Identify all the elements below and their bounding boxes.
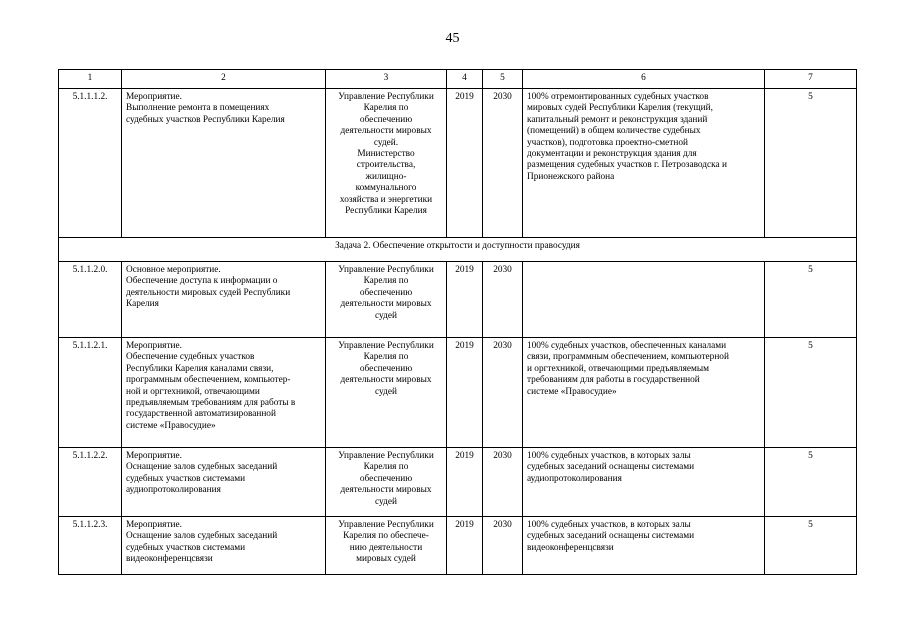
table-row (59, 262, 857, 338)
column-number-3: 3 (326, 70, 447, 89)
text-line: аудиопротоколирования (126, 485, 221, 496)
text-line: деятельности мировых (340, 485, 432, 496)
activity-name (122, 89, 326, 238)
text-line: хозяйства и энергетики (339, 194, 433, 205)
text-line: Обеспечение доступа к информации о (126, 276, 278, 287)
text-line: Мероприятие. (126, 520, 182, 530)
end-year: 2030 (483, 448, 523, 517)
activity-name (122, 262, 326, 338)
text-line: деятельности мировых (340, 126, 432, 137)
text-line: Карелия по (363, 352, 409, 363)
text-line: 100% судебных участков, в которых залы (527, 520, 691, 530)
section-title: Задача 2. Обеспечение открытости и доступности правосудия (59, 238, 857, 262)
text-line: Управление Республики (338, 451, 434, 461)
text-line: Карелия (126, 299, 159, 310)
text-line: судебных участков системами (126, 473, 246, 484)
text-line: обеспечению (359, 287, 413, 298)
activity-number: 5.1.1.2.3. (59, 517, 122, 575)
end-year: 2030 (483, 262, 523, 338)
text-line: мировых судей (356, 554, 416, 565)
text-line: предъявляемым требованиям для работы в (126, 398, 296, 409)
text-line: видеоконференцсвязи (527, 542, 614, 553)
text-line: Карелия по (363, 462, 409, 473)
text-line: обеспечению (359, 363, 413, 374)
responsible-executor (326, 89, 447, 238)
text-line: государственной автоматизированной (126, 409, 276, 420)
text-line: 100% судебных участков, обеспеченных каналами (527, 341, 727, 351)
responsible-executor (326, 517, 447, 575)
activity-number: 5.1.1.2.2. (59, 448, 122, 517)
text-line: Выполнение ремонта в помещениях (126, 103, 270, 114)
text-line: судебных заседаний оснащены системами (527, 531, 695, 542)
indicator-link: 5 (765, 338, 857, 448)
expected-result (523, 517, 765, 575)
end-year: 2030 (483, 338, 523, 448)
text-line: судей. (373, 137, 399, 148)
text-line: Республики Карелия (345, 206, 427, 217)
activity-number: 5.1.1.2.0. (59, 262, 122, 338)
column-number-5: 5 (483, 70, 523, 89)
text-line: Управление Республики (338, 92, 434, 102)
start-year: 2019 (447, 448, 483, 517)
table-body (59, 70, 857, 575)
text-line: деятельности мировых судей Республики (126, 287, 291, 298)
text-line: программным обеспечением, компьютер- (126, 375, 291, 386)
text-line: Карелия по (363, 276, 409, 287)
indicator-link: 5 (765, 517, 857, 575)
text-line: Республики Карелия каналами связи, (126, 363, 274, 374)
text-line: Управление Республики (338, 520, 434, 530)
program-activities-table (58, 69, 857, 575)
text-line: судебных участков системами (126, 542, 246, 553)
text-line: мировых судей Республики Карелия (текущий, (527, 103, 713, 114)
expected-result (523, 448, 765, 517)
responsible-executor (326, 262, 447, 338)
text-line: обеспечению (359, 473, 413, 484)
text-line: судебных участков Республики Карелия (126, 114, 285, 125)
start-year: 2019 (447, 89, 483, 238)
section-row (59, 238, 857, 262)
text-line: Прионежского района (527, 171, 615, 182)
start-year: 2019 (447, 517, 483, 575)
text-line: судей (375, 386, 397, 397)
text-line: 100% отремонтированных судебных участков (527, 92, 709, 102)
column-number-header-row (59, 70, 857, 89)
text-line: 100% судебных участков, в которых залы (527, 451, 691, 461)
end-year: 2030 (483, 517, 523, 575)
activity-name (122, 338, 326, 448)
table-row (59, 89, 857, 238)
indicator-link: 5 (765, 89, 857, 238)
expected-result (523, 338, 765, 448)
text-line: обеспечению (359, 114, 413, 125)
text-line: и оргтехникой, отвечающими предъявляемым (527, 363, 710, 374)
text-line: судебных заседаний оснащены системами (527, 462, 695, 473)
text-line: капитальный ремонт и реконструкция зданий (527, 114, 708, 125)
text-line: Оснащение залов судебных заседаний (126, 531, 278, 542)
indicator-link: 5 (765, 448, 857, 517)
text-line: документации и реконструкция здания для (527, 149, 697, 160)
start-year: 2019 (447, 338, 483, 448)
text-line: Министерство (357, 149, 415, 160)
column-number-4: 4 (447, 70, 483, 89)
text-line: коммунального (355, 183, 417, 194)
text-line: жилищно- (365, 171, 407, 182)
text-line: судей (375, 496, 397, 507)
start-year: 2019 (447, 262, 483, 338)
text-line: Карелия по (363, 103, 409, 114)
text-line: аудиопротоколирования (527, 473, 622, 484)
text-line: размещения судебных участков г. Петрозаводска и (527, 160, 727, 171)
end-year: 2030 (483, 89, 523, 238)
text-line: Основное мероприятие. (126, 265, 221, 275)
expected-result (523, 89, 765, 238)
text-line: Управление Республики (338, 265, 434, 275)
text-line: системе «Правосудие» (527, 386, 617, 397)
text-line: Оснащение залов судебных заседаний (126, 462, 278, 473)
text-line: ной и оргтехникой, отвечающими (126, 386, 260, 397)
text-line: нию деятельности (349, 542, 423, 553)
text-line: видеоконференцсвязи (126, 554, 213, 565)
text-line: строительства, (356, 160, 416, 171)
table-row (59, 338, 857, 448)
page-number: 45 (445, 31, 460, 46)
text-line: судей (375, 310, 397, 321)
column-number-1: 1 (59, 70, 122, 89)
text-line: Мероприятие. (126, 341, 182, 351)
expected-result (523, 262, 765, 338)
table-row (59, 448, 857, 517)
indicator-link: 5 (765, 262, 857, 338)
text-line: Управление Республики (338, 341, 434, 351)
text-line: связи, программным обеспечением, компьютерной (527, 352, 729, 363)
activity-number: 5.1.1.1.2. (59, 89, 122, 238)
text-line: Мероприятие. (126, 92, 182, 102)
column-number-6: 6 (523, 70, 765, 89)
table-row (59, 517, 857, 575)
text-line: деятельности мировых (340, 375, 432, 386)
text-line: системе «Правосудие» (126, 420, 216, 431)
activity-number: 5.1.1.2.1. (59, 338, 122, 448)
column-number-2: 2 (122, 70, 326, 89)
text-line: Обеспечение судебных участков (126, 352, 255, 363)
activity-name (122, 448, 326, 517)
responsible-executor (326, 448, 447, 517)
responsible-executor (326, 338, 447, 448)
column-number-7: 7 (765, 70, 857, 89)
text-line: Мероприятие. (126, 451, 182, 461)
text-line: деятельности мировых (340, 299, 432, 310)
text-line: Карелия по обеспече- (343, 531, 429, 542)
text-line: (помещений) в общем количестве судебных (527, 126, 701, 137)
activity-name (122, 517, 326, 575)
text-line: требованиям для работы в государственной (527, 375, 700, 386)
text-line: участков), подготовка проектно-сметной (527, 137, 688, 148)
